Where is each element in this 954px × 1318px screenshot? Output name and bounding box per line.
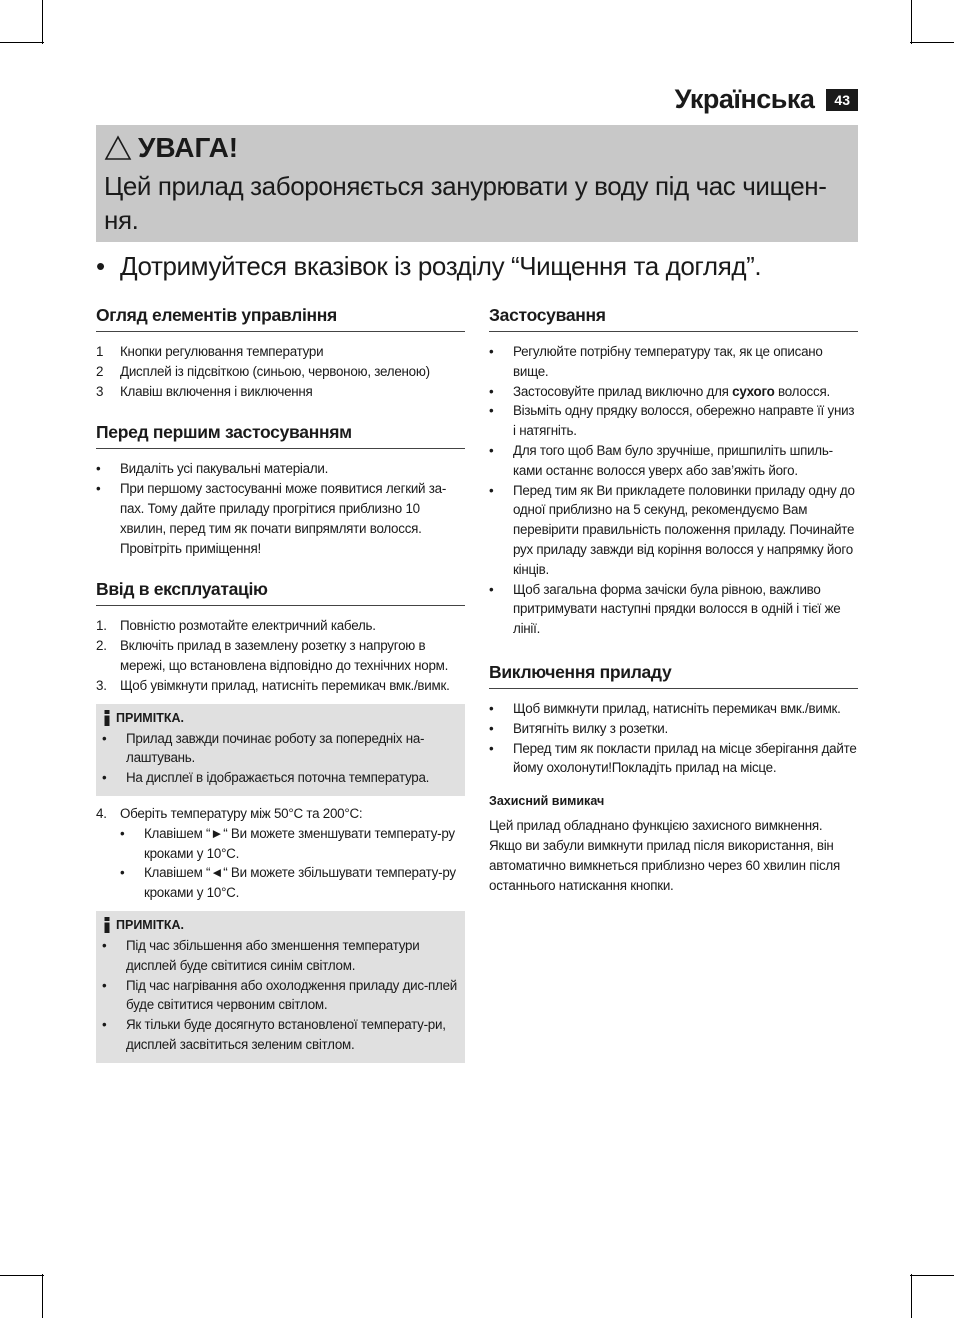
list-item: • На дисплеї в ідображається поточна температура. bbox=[102, 770, 430, 786]
warning-text: Цей прилад забороняється занурювати у воду під час чищен-ня. bbox=[104, 171, 827, 235]
list-item: • Прилад завжди починає роботу за попередніх на-лаштувань. bbox=[102, 730, 425, 766]
warning-bullet-text: Дотримуйтеся вказівок із розділу “Чищення та догляд”. bbox=[120, 251, 762, 281]
crop-mark bbox=[42, 1274, 43, 1318]
emphasis-dry: сухого bbox=[732, 383, 775, 399]
section-controls bbox=[96, 304, 465, 401]
startup-list-continued bbox=[96, 804, 465, 824]
list-item: • Витягніть вилку з розетки. bbox=[489, 720, 668, 736]
section-before-use bbox=[96, 421, 465, 558]
section-heading: Виключення приладу bbox=[489, 661, 858, 689]
list-item: • Візьміть одну прядку волосся, обережно направте її униз і натягніть. bbox=[489, 403, 855, 439]
list-item: • Під час нагрівання або охолодження приладу дис-плей буде світитися червоним світлом. bbox=[102, 977, 458, 1013]
list-item: 4. Оберіть температуру між 50°C та 200°C: bbox=[96, 805, 363, 821]
list-item: • Клавішем “◄“ Ви можете збільшувати температу-ру кроками у 10°C. bbox=[120, 865, 456, 901]
info-icon bbox=[102, 710, 112, 726]
switch-off-list bbox=[489, 699, 858, 778]
list-item: • Для того щоб Вам було зручніше, пришпиліть шпиль-ками останнє волосся уверх або зав’яжіть його. bbox=[489, 442, 833, 478]
list-item: 3 Клавіш включення і виключення bbox=[96, 383, 313, 399]
list-item: • Як тільки буде досягнуто встановленої температу-ри, дисплей засвітиться зеленим світлом. bbox=[102, 1017, 446, 1052]
note-heading bbox=[102, 709, 459, 727]
crop-mark bbox=[911, 1274, 912, 1318]
section-usage bbox=[489, 304, 858, 639]
list-item: 2 Дисплей із підсвіткою (синьою, червоною, зеленою) bbox=[96, 363, 430, 379]
list-item: • Під час збільшення або зменшення температури дисплей буде світитися синім світлом. bbox=[102, 937, 420, 973]
crop-mark bbox=[0, 1275, 44, 1276]
controls-list bbox=[96, 342, 465, 401]
list-item: 2. Включіть прилад в заземлену розетку з напругою в мережі, що встановлена відповідно до технічних норм. bbox=[96, 638, 449, 673]
note-list bbox=[102, 936, 459, 1055]
note-heading bbox=[102, 916, 459, 934]
right-column bbox=[489, 304, 858, 915]
list-item: • Щоб вимкнути прилад, натисніть перемикач вмк./вимк. bbox=[489, 700, 841, 716]
startup-list bbox=[96, 616, 465, 695]
section-heading: Застосування bbox=[489, 304, 858, 332]
page-header bbox=[675, 84, 858, 115]
temperature-sublist bbox=[120, 824, 465, 903]
crop-mark bbox=[42, 0, 43, 44]
list-item: • Клавішем “►“ Ви можете зменшувати температу-ру кроками у 10°C. bbox=[120, 825, 455, 861]
list-item: 1. Повністю розмотайте електричний кабель. bbox=[96, 618, 376, 634]
list-item: • Перед тим як Ви прикладете половинки приладу одну до одної приблизно на 5 секунд, рекомендуємо Вам перевірити правильність положення приладу. Починайте рух приладу завжди від коріння волосся у напрямку його кінців. bbox=[489, 482, 855, 577]
section-heading: Огляд елементів управління bbox=[96, 304, 465, 332]
warning-triangle-icon bbox=[104, 135, 132, 161]
list-item: • Застосовуйте прилад виключно для сухого волосся. bbox=[489, 383, 830, 399]
language-title: Українська bbox=[674, 84, 815, 114]
usage-list bbox=[489, 342, 858, 639]
list-item: • Регулюйте потрібну температуру так, як це описано вище. bbox=[489, 344, 823, 379]
warning-bullet bbox=[96, 248, 761, 284]
left-column bbox=[96, 304, 465, 1083]
note-label: ПРИМІТКА. bbox=[116, 917, 184, 932]
protective-switch-text: Цей прилад обладнано функцією захисного вимкнення. Якщо ви забули вимкнути прилад після використання, він автоматично вимкнеться приблизно через 60 хвилин після останнього натискання кнопки. bbox=[489, 818, 840, 893]
list-item: • Видаліть усі пакувальні матеріали. bbox=[96, 461, 329, 477]
list-item: 1 Кнопки регулювання температури bbox=[96, 344, 324, 359]
protective-switch-heading: Захисний вимикач bbox=[489, 794, 605, 809]
note-box bbox=[96, 704, 465, 796]
crop-mark bbox=[0, 42, 44, 43]
note-label: ПРИМІТКА. bbox=[116, 710, 184, 725]
warning-box bbox=[96, 125, 858, 242]
note-list bbox=[102, 729, 459, 788]
list-item: • Перед тим як покласти прилад на місце зберігання дайте йому охолонути!Покладіть прилад на місце. bbox=[489, 740, 857, 776]
note-box bbox=[96, 911, 465, 1063]
crop-mark bbox=[911, 0, 912, 44]
info-icon bbox=[102, 917, 112, 933]
crop-mark bbox=[910, 42, 954, 43]
section-startup bbox=[96, 578, 465, 1062]
warning-title-text: УВАГА! bbox=[138, 132, 239, 163]
section-switch-off bbox=[489, 661, 858, 895]
before-use-list bbox=[96, 459, 465, 558]
section-heading: Ввід в експлуатацію bbox=[96, 578, 465, 606]
section-heading: Перед першим застосуванням bbox=[96, 421, 465, 449]
list-item: 3. Щоб увімкнути прилад, натисніть перемикач вмк./вимк. bbox=[96, 677, 450, 693]
list-item: • При першому застосуванні може появитися легкий за-пах. Тому дайте приладу прогрітися приблизно 10 хвилин, перед тим як почати випрямляти волосся. Провітріть приміщення! bbox=[96, 481, 447, 556]
warning-title bbox=[104, 131, 850, 165]
page-number: 43 bbox=[826, 89, 858, 111]
bullet-marker: • bbox=[96, 251, 105, 281]
crop-mark bbox=[910, 1275, 954, 1276]
list-item: • Щоб загальна форма зачіски була рівною, важливо притримувати наступні прядки волосся в одній і тієї же лінії. bbox=[489, 581, 841, 637]
